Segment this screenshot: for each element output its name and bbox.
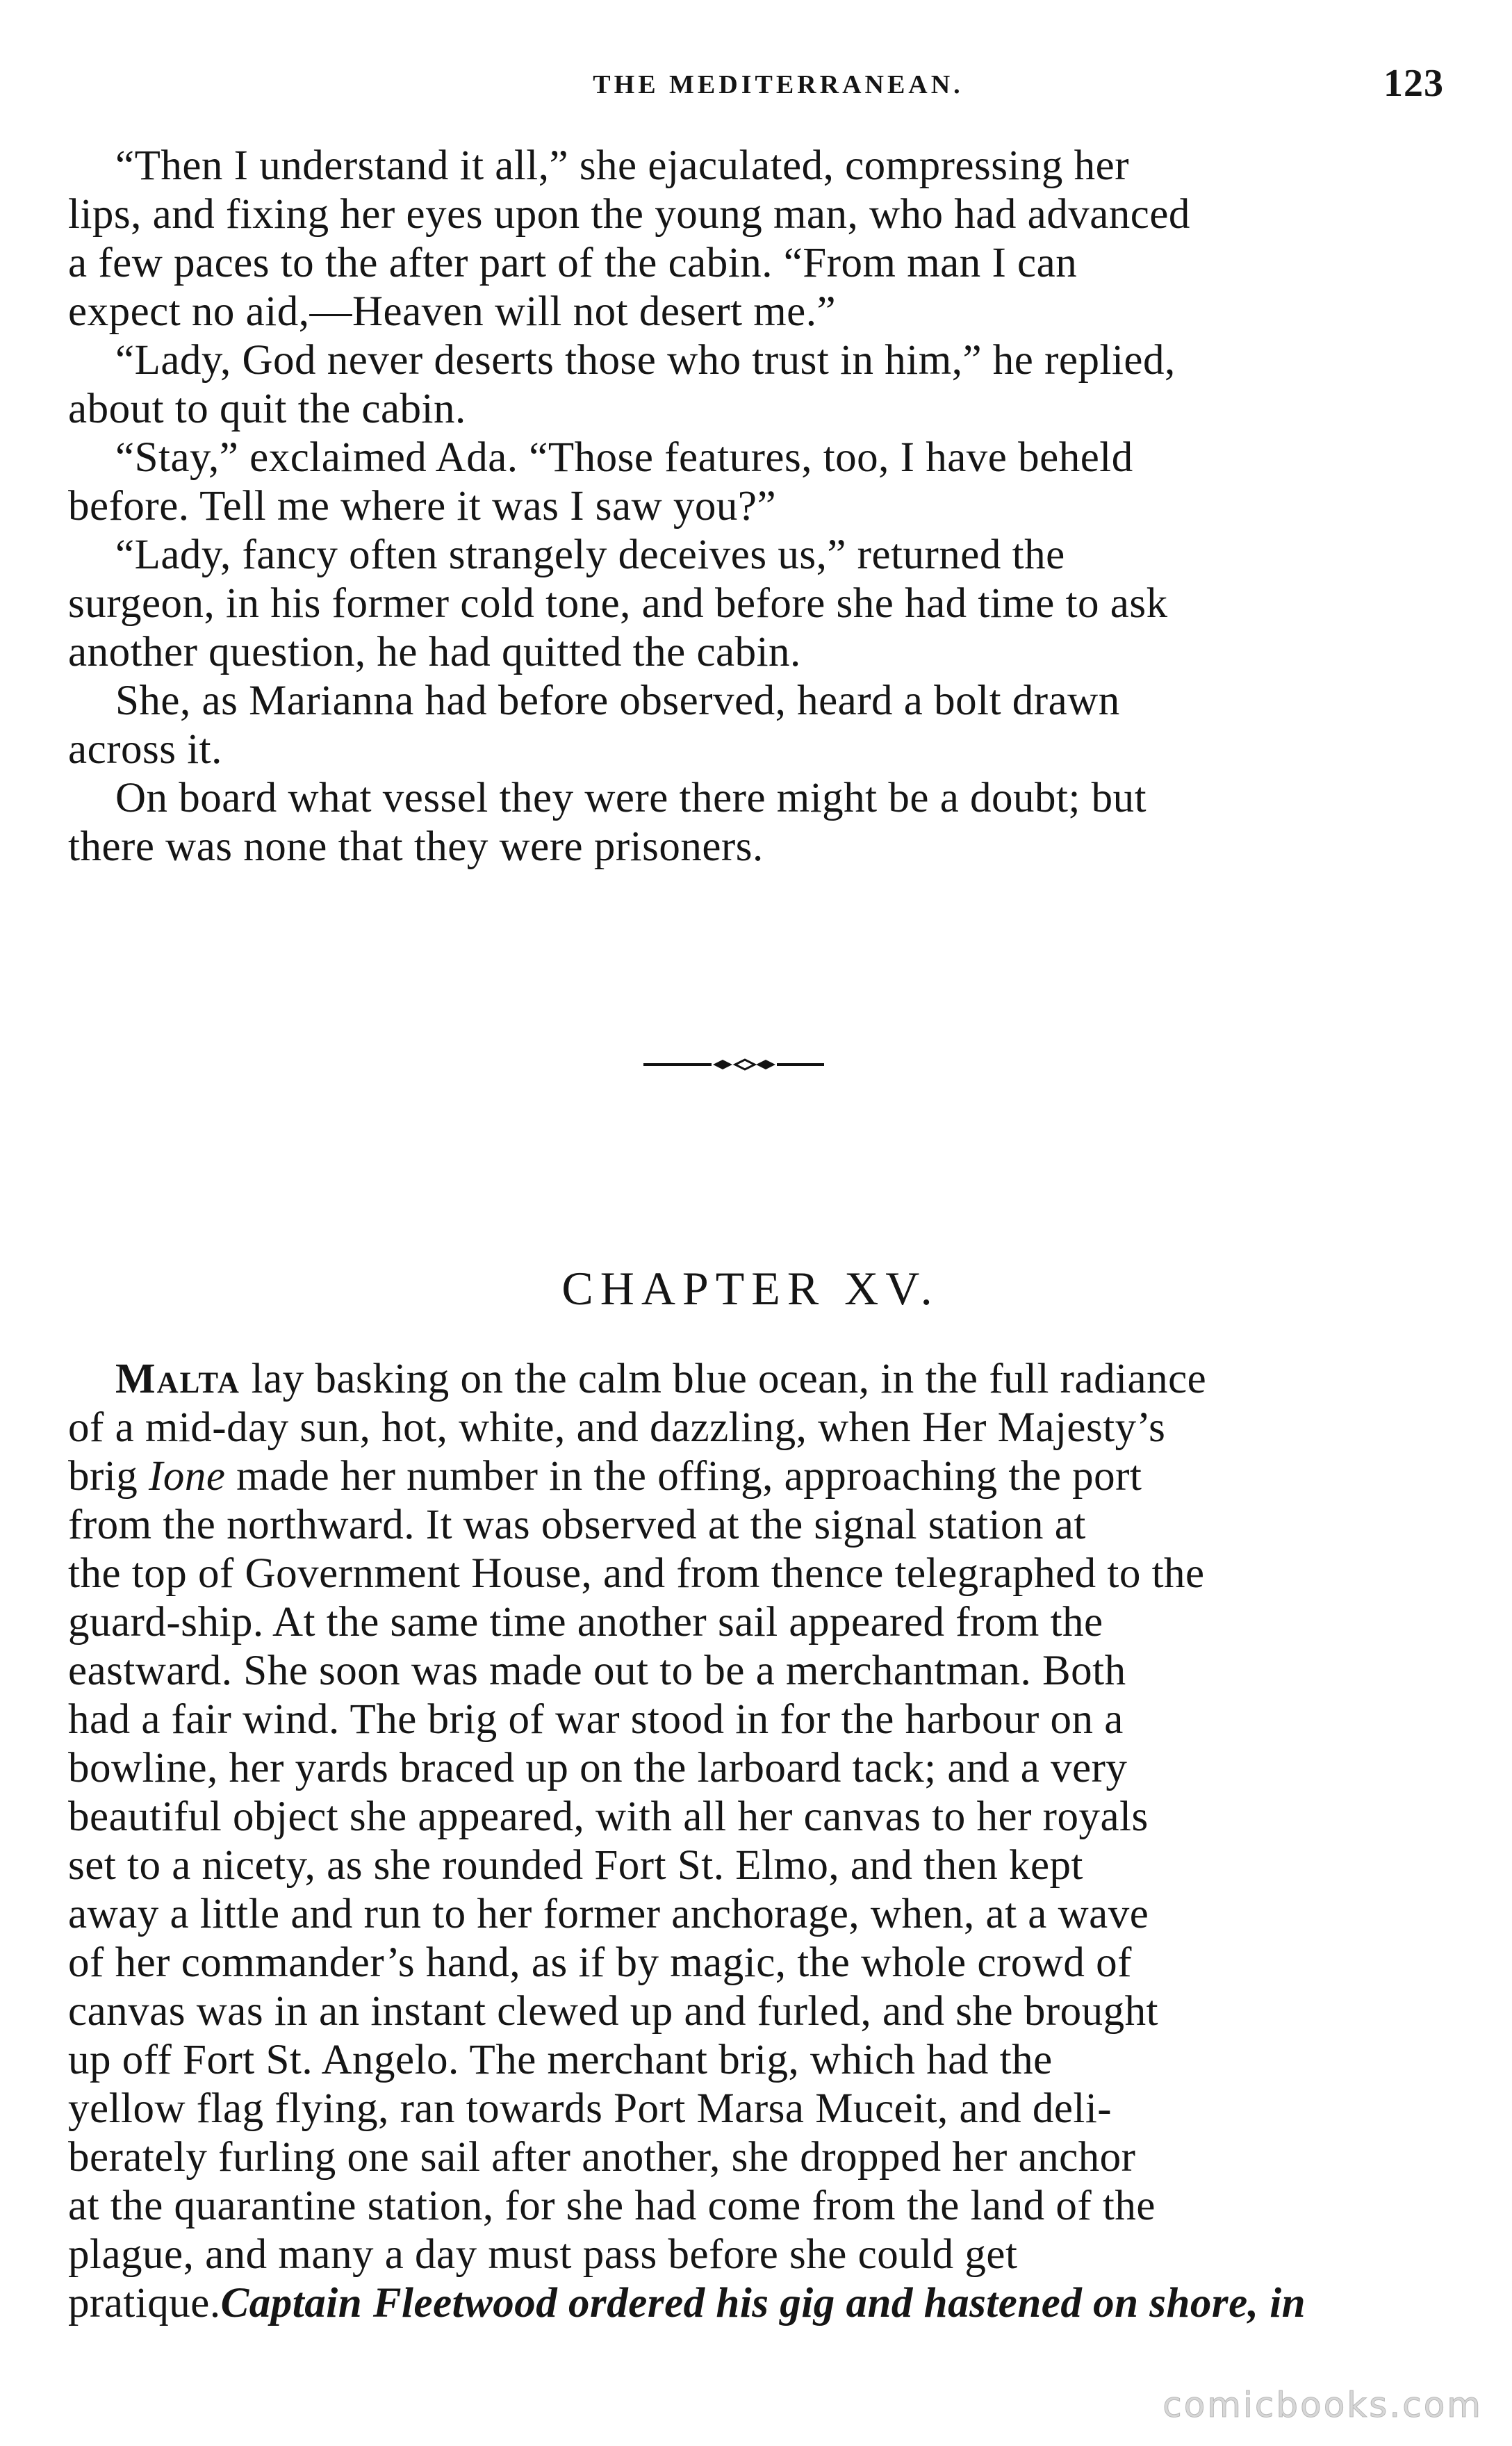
running-head: THE MEDITERRANEAN. — [593, 70, 964, 99]
paragraph — [68, 434, 1444, 531]
section-ornament — [643, 1057, 824, 1072]
text-line: away a little and run to her former anchorage, when, at a wave — [68, 1891, 1149, 1937]
paragraph — [68, 677, 1444, 774]
text-fragment: brig — [68, 1453, 149, 1500]
text-line: a few paces to the after part of the cabin. “From man I can — [68, 240, 1078, 286]
text-line: yellow flag flying, ran towards Port Marsa Muceit, and deli- — [68, 2085, 1112, 2132]
text-line: plague, and many a day must pass before she could get — [68, 2231, 1018, 2278]
previous-chapter-ending — [68, 142, 1444, 871]
text-line: beautiful object she appeared, with all her canvas to her royals — [68, 1794, 1149, 1840]
text-line: berately furling one sail after another, she dropped her anchor — [68, 2134, 1136, 2181]
text-line: “Then I understand it all,” she ejaculated, compressing her — [115, 142, 1130, 189]
text-fragment: made her number in the offing, approaching the port — [225, 1453, 1142, 1500]
text-line: expect no aid,—Heaven will not desert me.” — [68, 288, 837, 335]
page-number: 123 — [1383, 62, 1444, 105]
paragraph — [68, 531, 1444, 677]
text-line — [68, 1452, 1444, 1501]
text-line — [68, 2279, 1444, 2328]
text-line: of her commander’s hand, as if by magic, the whole crowd of — [68, 1939, 1132, 1986]
text-line: lips, and fixing her eyes upon the young man, who had advanced — [68, 191, 1190, 238]
text-line: had a fair wind. The brig of war stood in for the harbour on a — [68, 1696, 1124, 1743]
text-line: “Lady, God never deserts those who trust in him,” he replied, — [115, 337, 1176, 384]
text-line: the top of Government House, and from thence telegraphed to the — [68, 1550, 1205, 1597]
text-line: “Stay,” exclaimed Ada. “Those features, too, I have beheld — [115, 434, 1133, 481]
watermark: comicbooks.com — [1162, 2385, 1483, 2425]
text-fragment: pratique. — [68, 2280, 221, 2326]
text-fragment: lay basking on the calm blue ocean, in the full radiance — [240, 1356, 1207, 1402]
text-line: up off Fort St. Angelo. The merchant brig, which had the — [68, 2037, 1053, 2083]
text-line: set to a nicety, as she rounded Fort St. Elmo, and then kept — [68, 1842, 1083, 1889]
text-line: another question, he had quitted the cabin. — [68, 629, 801, 675]
emphasized-word: Captain Fleetwood ordered his gig and hastened on shore, in — [220, 2280, 1306, 2326]
text-line: “Lady, fancy often strangely deceives us,” returned the — [115, 532, 1065, 578]
text-line: across it. — [68, 726, 222, 773]
text-line: She, as Marianna had before observed, heard a bolt drawn — [115, 678, 1120, 724]
text-line: eastward. She soon was made out to be a merchantman. Both — [68, 1648, 1126, 1694]
paragraph — [68, 336, 1444, 434]
opening-word: Malta — [115, 1356, 240, 1402]
text-line: guard-ship. At the same time another sail appeared from the — [68, 1599, 1103, 1645]
text-line: On board what vessel they were there might be a doubt; but — [115, 775, 1147, 821]
text-line: from the northward. It was observed at the signal station at — [68, 1502, 1086, 1548]
text-line: there was none that they were prisoners. — [68, 823, 764, 870]
chapter-text — [68, 1355, 1444, 2328]
text-line: before. Tell me where it was I saw you?” — [68, 483, 777, 530]
chapter-paragraph — [68, 1355, 1444, 2328]
paragraph — [68, 142, 1444, 336]
paragraph — [68, 774, 1444, 871]
text-line: canvas was in an instant clewed up and furled, and she brought — [68, 1988, 1159, 2035]
chapter-title: CHAPTER XV. — [561, 1262, 939, 1315]
text-line: of a mid-day sun, hot, white, and dazzling, when Her Majesty’s — [68, 1404, 1166, 1451]
text-line: bowline, her yards braced up on the larboard tack; and a very — [68, 1745, 1128, 1791]
text-line: surgeon, in his former cold tone, and before she had time to ask — [68, 580, 1168, 627]
text-line — [68, 1355, 1444, 1404]
text-line: at the quarantine station, for she had come from the land of the — [68, 2183, 1156, 2229]
text-line: about to quit the cabin. — [68, 386, 466, 432]
ship-name: Ione — [149, 1453, 226, 1500]
